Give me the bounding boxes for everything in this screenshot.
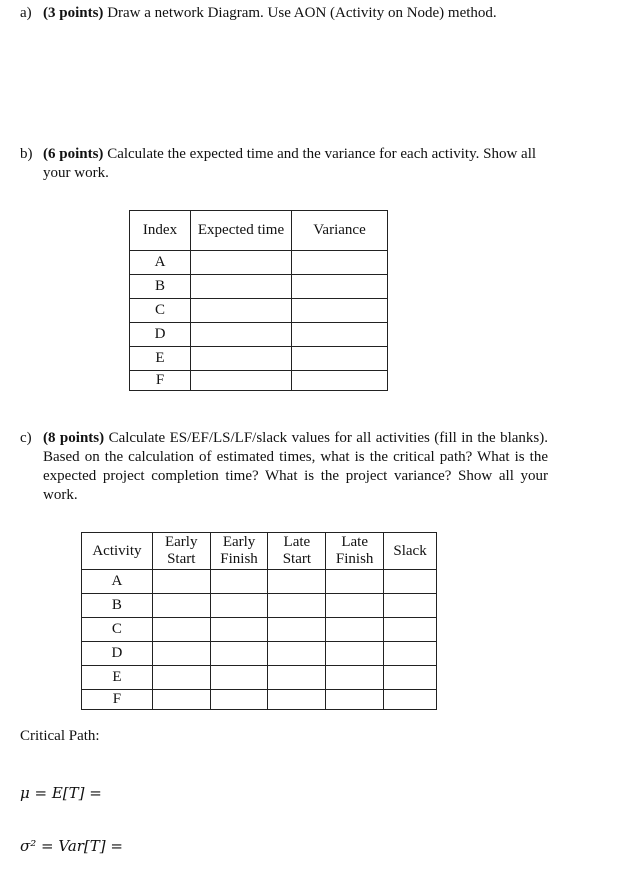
row-index: A	[130, 251, 191, 275]
late-start-cell[interactable]	[268, 642, 326, 666]
table-row	[82, 570, 437, 594]
early-finish-cell[interactable]	[210, 570, 268, 594]
row-activity: C	[82, 618, 153, 642]
early-start-cell[interactable]	[152, 666, 210, 690]
expected-time-cell[interactable]	[191, 299, 292, 323]
late-start-cell[interactable]	[268, 618, 326, 642]
early-start-cell[interactable]	[152, 690, 210, 710]
table-row	[82, 618, 437, 642]
table-row	[82, 690, 437, 710]
table-row	[130, 371, 388, 391]
variance-cell[interactable]	[292, 347, 388, 371]
row-activity: B	[82, 594, 153, 618]
question-a-points: (3 points)	[43, 5, 104, 21]
header-late-finish: Late Finish	[326, 533, 384, 570]
slack-cell[interactable]	[384, 618, 437, 642]
late-finish-cell[interactable]	[326, 642, 384, 666]
row-activity: E	[82, 666, 153, 690]
question-b-points: (6 points)	[43, 146, 104, 162]
early-start-cell[interactable]	[152, 594, 210, 618]
late-start-cell[interactable]	[268, 594, 326, 618]
early-start-cell[interactable]	[152, 642, 210, 666]
slack-cell[interactable]	[384, 570, 437, 594]
header-variance: Variance	[292, 211, 388, 251]
late-finish-cell[interactable]	[326, 618, 384, 642]
question-c-label: c)	[20, 430, 32, 446]
expected-time-cell[interactable]	[191, 251, 292, 275]
question-b-label: b)	[20, 146, 33, 162]
schedule-table	[81, 532, 437, 710]
slack-cell[interactable]	[384, 666, 437, 690]
sigma-formula: σ² = Var[T] =	[20, 837, 123, 855]
question-b-text: Calculate the expected time and the variance for each activity. Show all your work.	[43, 146, 537, 181]
late-finish-cell[interactable]	[326, 690, 384, 710]
early-finish-cell[interactable]	[210, 666, 268, 690]
table-header-row	[82, 533, 437, 570]
table-row	[130, 323, 388, 347]
table-row	[130, 275, 388, 299]
mu-formula: μ = E[T] =	[20, 784, 102, 802]
early-finish-cell[interactable]	[210, 594, 268, 618]
early-finish-cell[interactable]	[210, 642, 268, 666]
header-slack: Slack	[384, 533, 437, 570]
row-index: E	[130, 347, 191, 371]
row-activity: D	[82, 642, 153, 666]
table-row	[130, 251, 388, 275]
variance-cell[interactable]	[292, 275, 388, 299]
late-start-cell[interactable]	[268, 666, 326, 690]
row-activity: F	[82, 690, 153, 710]
row-index: B	[130, 275, 191, 299]
early-start-cell[interactable]	[152, 570, 210, 594]
late-finish-cell[interactable]	[326, 570, 384, 594]
question-c	[20, 429, 550, 505]
expected-time-cell[interactable]	[191, 347, 292, 371]
question-a-text: Draw a network Diagram. Use AON (Activity on Node) method.	[103, 5, 497, 21]
row-index: C	[130, 299, 191, 323]
header-early-start: Early Start	[152, 533, 210, 570]
question-a-label: a)	[20, 5, 32, 21]
slack-cell[interactable]	[384, 690, 437, 710]
question-c-points: (8 points)	[43, 430, 105, 446]
table-row	[82, 594, 437, 618]
row-index: F	[130, 371, 191, 391]
table-row	[82, 666, 437, 690]
early-finish-cell[interactable]	[210, 690, 268, 710]
table-row	[130, 347, 388, 371]
row-index: D	[130, 323, 191, 347]
variance-cell[interactable]	[292, 371, 388, 391]
table-row	[130, 299, 388, 323]
variance-cell[interactable]	[292, 323, 388, 347]
variance-cell[interactable]	[292, 251, 388, 275]
late-start-cell[interactable]	[268, 570, 326, 594]
expected-time-table	[129, 210, 388, 391]
late-finish-cell[interactable]	[326, 594, 384, 618]
header-index: Index	[130, 211, 191, 251]
row-activity: A	[82, 570, 153, 594]
header-expected-time: Expected time	[191, 211, 292, 251]
expected-time-cell[interactable]	[191, 323, 292, 347]
question-c-text: Calculate ES/EF/LS/LF/slack values for all activities (fill in the blanks). Based on the calculation of estimated times, what is the critical path? What is the expected project completion time? What is the project variance? Show all your work.	[43, 430, 548, 503]
expected-time-cell[interactable]	[191, 275, 292, 299]
expected-time-cell[interactable]	[191, 371, 292, 391]
header-late-start: Late Start	[268, 533, 326, 570]
variance-cell[interactable]	[292, 299, 388, 323]
critical-path-label: Critical Path:	[20, 728, 100, 744]
slack-cell[interactable]	[384, 594, 437, 618]
early-finish-cell[interactable]	[210, 618, 268, 642]
slack-cell[interactable]	[384, 642, 437, 666]
late-start-cell[interactable]	[268, 690, 326, 710]
table-row	[82, 642, 437, 666]
table-header-row	[130, 211, 388, 251]
question-a	[20, 4, 550, 23]
question-b	[20, 145, 550, 183]
early-start-cell[interactable]	[152, 618, 210, 642]
header-activity: Activity	[82, 533, 153, 570]
header-early-finish: Early Finish	[210, 533, 268, 570]
late-finish-cell[interactable]	[326, 666, 384, 690]
